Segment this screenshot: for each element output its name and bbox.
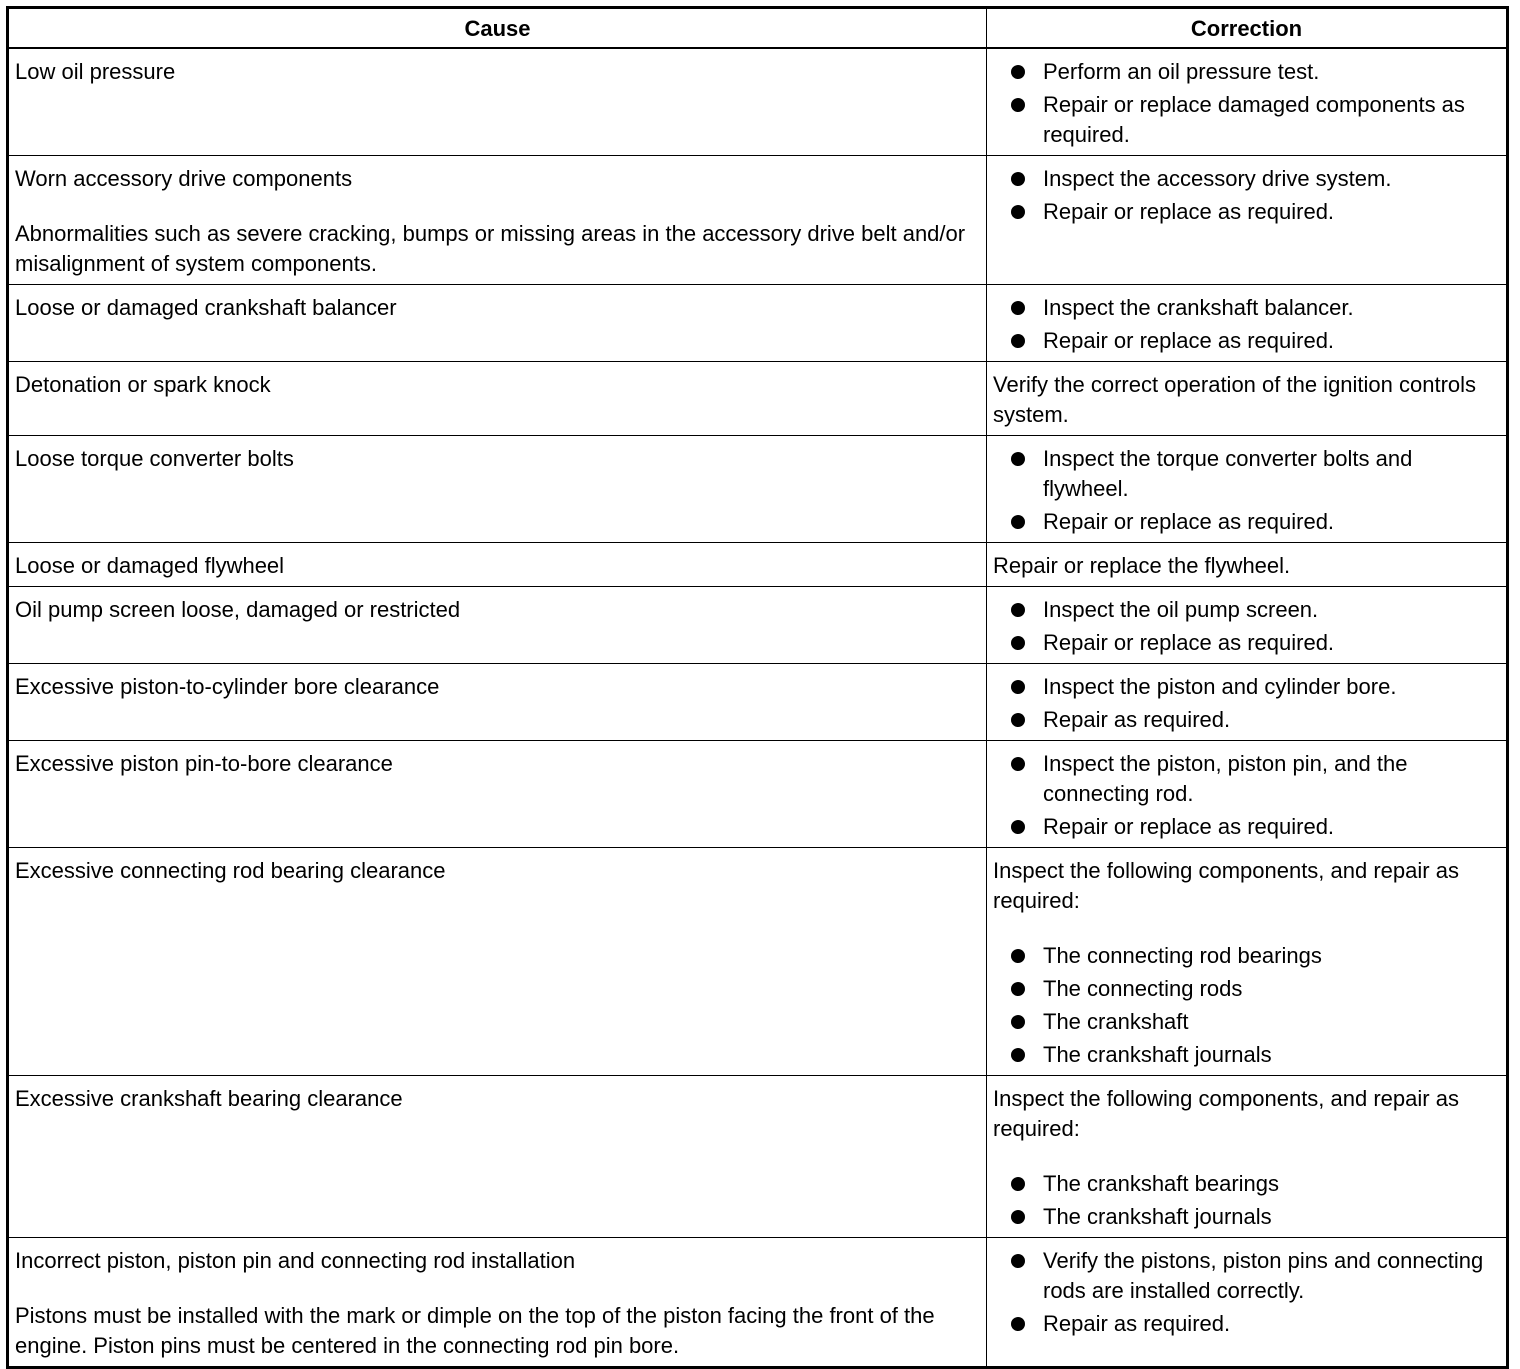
correction-list [993,444,1500,537]
cause-cell [8,156,987,285]
cause-text: Excessive crankshaft bearing clearance [15,1086,403,1111]
correction-list-item: Repair or replace as required. [993,326,1500,356]
correction-list [993,672,1500,735]
correction-list-item: Repair or replace damaged components as required. [993,90,1500,150]
cause-cell [8,848,987,1076]
correction-text: Verify the correct operation of the ignition controls system. [993,372,1477,427]
cause-cell [8,664,987,741]
correction-cell [987,48,1508,156]
correction-list-item: The crankshaft bearings [993,1169,1500,1199]
correction-list-item: Inspect the piston, piston pin, and the connecting rod. [993,749,1500,809]
correction-list [993,749,1500,842]
correction-cell [987,362,1508,436]
correction-list-item: Inspect the oil pump screen. [993,595,1500,625]
cause-cell [8,48,987,156]
cause-cell [8,1076,987,1238]
correction-list-item: Verify the pistons, piston pins and connecting rods are installed correctly. [993,1246,1500,1306]
header-cause: Cause [8,8,987,49]
diagnostic-table [6,6,1509,1369]
cause-text: Excessive piston-to-cylinder bore clearance [15,674,440,699]
table-row [8,285,1508,362]
correction-list-item: Repair as required. [993,1309,1500,1339]
correction-cell [987,156,1508,285]
cause-cell [8,587,987,664]
correction-list [993,293,1500,356]
cause-cell [8,285,987,362]
correction-list-item: Repair or replace as required. [993,628,1500,658]
cause-text: Loose or damaged crankshaft balancer [15,295,397,320]
cause-text: Loose or damaged flywheel [15,553,285,578]
correction-list-item: Perform an oil pressure test. [993,57,1500,87]
correction-list-item: Repair or replace as required. [993,197,1500,227]
table-row [8,48,1508,156]
correction-list-item: Repair or replace as required. [993,812,1500,842]
correction-list-item: The connecting rod bearings [993,941,1500,971]
cause-text: Oil pump screen loose, damaged or restricted [15,597,461,622]
correction-list-item: Repair as required. [993,705,1500,735]
header-correction: Correction [987,8,1508,49]
cause-cell [8,543,987,587]
cause-cell [8,741,987,848]
correction-cell [987,1238,1508,1368]
table-body [8,48,1508,1368]
cause-text: Incorrect piston, piston pin and connecting rod installation [15,1248,576,1273]
correction-cell [987,741,1508,848]
cause-detail-text: Abnormalities such as severe cracking, bumps or missing areas in the accessory drive belt and/or misalignment of system components. [15,221,966,276]
correction-cell [987,285,1508,362]
correction-text: Inspect the following components, and repair as required: [993,1086,1459,1141]
correction-list-item: Inspect the torque converter bolts and flywheel. [993,444,1500,504]
correction-list [993,595,1500,658]
cause-cell [8,1238,987,1368]
correction-list-item: The crankshaft journals [993,1202,1500,1232]
table-row [8,587,1508,664]
table-row [8,1076,1508,1238]
correction-cell [987,848,1508,1076]
cause-text: Loose torque converter bolts [15,446,294,471]
correction-list-item: Inspect the accessory drive system. [993,164,1500,194]
cause-cell [8,436,987,543]
correction-list [993,1169,1500,1232]
correction-list [993,164,1500,227]
correction-text: Inspect the following components, and repair as required: [993,858,1459,913]
correction-cell [987,436,1508,543]
table-row [8,543,1508,587]
cause-detail-text: Pistons must be installed with the mark or dimple on the top of the piston facing the front of the engine. Piston pins must be centered in the connecting rod pin bore. [15,1303,935,1358]
table-row [8,741,1508,848]
cause-text: Worn accessory drive components [15,166,353,191]
table-row [8,848,1508,1076]
correction-list-item: The crankshaft [993,1007,1500,1037]
cause-text: Low oil pressure [15,59,176,84]
cause-text: Excessive piston pin-to-bore clearance [15,751,393,776]
correction-list-item: The crankshaft journals [993,1040,1500,1070]
correction-list-item: The connecting rods [993,974,1500,1004]
correction-cell [987,664,1508,741]
header-row [8,8,1508,49]
table-row [8,156,1508,285]
correction-list-item: Inspect the piston and cylinder bore. [993,672,1500,702]
correction-text: Repair or replace the flywheel. [993,553,1291,578]
table-row [8,436,1508,543]
correction-list [993,57,1500,150]
cause-text: Excessive connecting rod bearing clearance [15,858,446,883]
correction-list-item: Inspect the crankshaft balancer. [993,293,1500,323]
correction-list [993,1246,1500,1339]
table-row [8,362,1508,436]
correction-list [993,941,1500,1070]
correction-cell [987,543,1508,587]
table-row [8,664,1508,741]
correction-list-item: Repair or replace as required. [993,507,1500,537]
cause-text: Detonation or spark knock [15,372,271,397]
correction-cell [987,587,1508,664]
table-row [8,1238,1508,1368]
correction-cell [987,1076,1508,1238]
cause-cell [8,362,987,436]
